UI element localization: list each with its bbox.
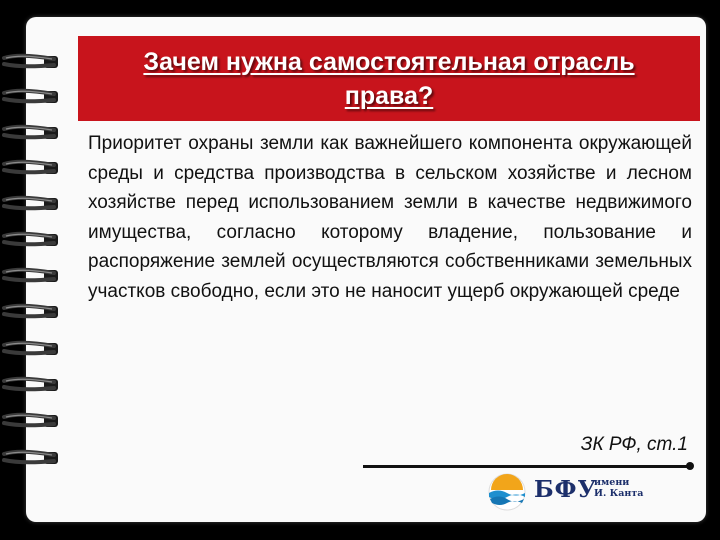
logo-subtitle <box>594 477 643 499</box>
logo-subtitle-line1: имени <box>594 477 630 488</box>
citation-text: ЗК РФ, ст.1 <box>580 434 688 455</box>
citation-line-dot <box>686 462 694 470</box>
logo-subtitle-line2: И. Канта <box>594 488 644 499</box>
logo-abbreviation: БФУ <box>534 476 598 503</box>
title-banner <box>78 36 700 121</box>
citation-underline <box>363 465 689 468</box>
university-logo <box>484 470 654 512</box>
logo-emblem-icon <box>484 472 530 512</box>
slide-body-text: Приоритет охраны земли как важнейшего компонента окружающей среды и средства производства в сельском хозяйстве и лесном хозяйстве перед использованием земли в качестве недвижимого имущества, согласно которому владение, пользование и распоряжение землей осуществляются собственниками земельных участков свободно, если это не наносит ущерб окружающей среде <box>88 133 692 302</box>
slide-title: Зачем нужна самостоятельная отрасль права? <box>143 47 635 110</box>
